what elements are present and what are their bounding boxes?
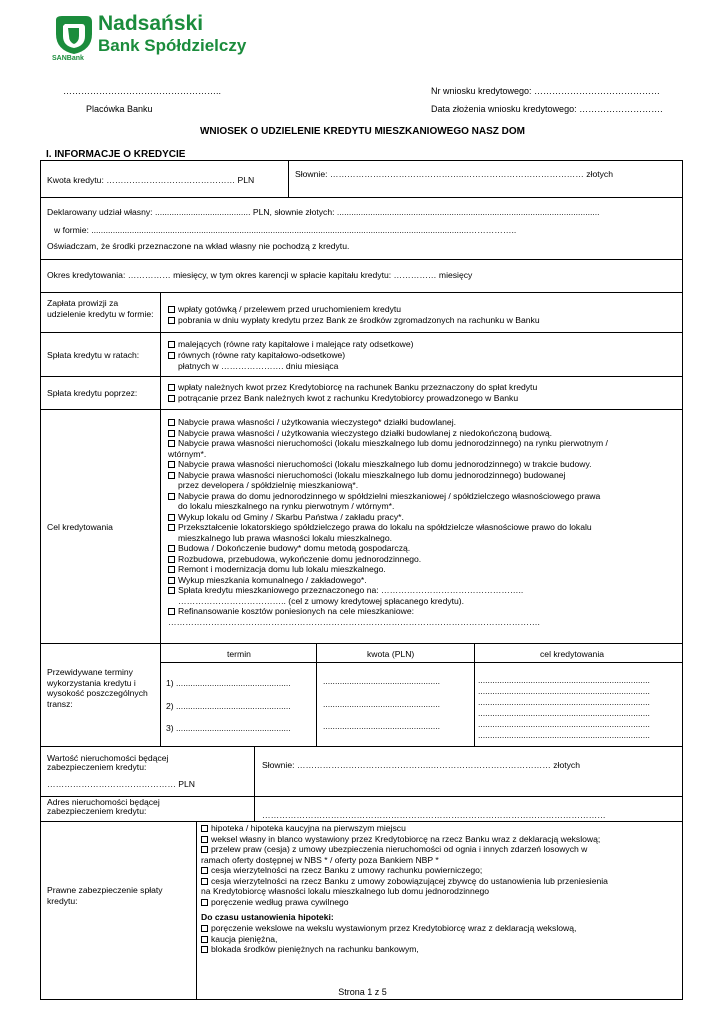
- purpose-item[interactable]: [168, 543, 410, 554]
- terms-amount-3[interactable]: .................................................: [323, 721, 440, 731]
- purpose-text: Budowa / Dokończenie budowy* domu metodą gospodarczą.: [178, 543, 411, 553]
- checkbox-icon[interactable]: [168, 587, 175, 594]
- security-until-heading: Do czasu ustanowienia hipoteki:: [201, 912, 334, 922]
- credit-period-field[interactable]: Okres kredytowania: …………… miesięcy, w tym okres karencji w spłacie kapitału kredytu: …………… miesięcy: [47, 270, 473, 280]
- purpose-text: Nabycie prawa własności nieruchomości (lokalu mieszkalnego lub domu jednorodzinnego) w trakcie budowy.: [178, 459, 592, 469]
- property-value-label: Wartość nieruchomości będącej zabezpieczeniem kredytu:: [47, 753, 169, 772]
- checkbox-icon[interactable]: [201, 946, 208, 953]
- installments-decreasing[interactable]: malejących (równe raty kapitałowe i malejące raty odsetkowe): [168, 339, 413, 350]
- credit-amount-words[interactable]: Słownie: ………………………………………..…………………………………… złotych: [295, 169, 613, 179]
- property-address-label: Adres nieruchomości będącej zabezpieczeniem kredytu:: [47, 797, 160, 816]
- purpose-text: ………………………………………………………………………………………………………………….: [168, 616, 540, 627]
- installments-label: Spłata kredytu w ratach:: [47, 350, 140, 360]
- own-contribution-field[interactable]: Deklarowany udział własny: ........................................ PLN, słownie złotych: ..............................................................................................................: [47, 207, 600, 217]
- security-text: na Kredytobiorcę własności lokalu mieszkalnego lub domu jednorodzinnego: [201, 886, 490, 896]
- fee-option-cash[interactable]: wpłaty gotówką / przelewem przed uruchomieniem kredytu: [168, 304, 401, 315]
- checkbox-icon[interactable]: [168, 341, 175, 348]
- purpose-item[interactable]: [168, 575, 367, 586]
- checkbox-icon[interactable]: [201, 846, 208, 853]
- checkbox-icon[interactable]: [168, 566, 175, 573]
- purpose-item: [168, 617, 540, 628]
- security2-item[interactable]: [201, 944, 419, 955]
- checkbox-icon[interactable]: [168, 472, 175, 479]
- property-value-words[interactable]: Słownie: ………………………………………..…………………………………… złotych: [262, 760, 580, 770]
- terms-amount-1[interactable]: .................................................: [323, 676, 440, 686]
- checkbox-icon[interactable]: [201, 867, 208, 874]
- purpose-item[interactable]: [168, 522, 592, 533]
- property-address-field[interactable]: …………………………………………………………………………………………………………: [262, 810, 606, 820]
- security-item[interactable]: [201, 876, 608, 887]
- purpose-item[interactable]: [168, 606, 414, 617]
- purpose-item[interactable]: [168, 554, 421, 565]
- purpose-item[interactable]: [168, 470, 565, 481]
- purpose-text: Wykup mieszkania komunalnego / zakładowego*.: [178, 574, 367, 585]
- security-text: cesja wierzytelności na rzecz Banku z umowy zobowiązującej zbywcę do ustanowienia lub przeniesienia: [211, 875, 608, 886]
- security-text: cesja wierzytelności na rzecz Banku z umowy rachunku powierniczego;: [211, 865, 483, 875]
- purpose-text: Nabycie prawa do domu jednorodzinnego w spółdzielni mieszkaniowej / spółdzielczego własnościowego prawa: [178, 490, 601, 501]
- repayment-option-payment[interactable]: wpłaty należnych kwot przez Kredytobiorcę na rachunek Banku przeznaczony do spłat kredytu: [168, 382, 537, 393]
- page-number: Strona 1 z 5: [338, 987, 387, 997]
- security-item[interactable]: [201, 897, 349, 908]
- purpose-item: [178, 501, 394, 512]
- checkbox-icon[interactable]: [168, 317, 175, 324]
- fee-label: Zapłata prowizji za udzielenie kredytu w formie:: [47, 298, 154, 319]
- purpose-text: Nabycie prawa własności nieruchomości (lokalu mieszkalnego lub domu jednorodzinnego) budowanej: [178, 469, 566, 480]
- checkbox-icon[interactable]: [168, 306, 175, 313]
- terms-amount-2[interactable]: .................................................: [323, 699, 440, 709]
- purpose-item[interactable]: [168, 459, 592, 470]
- checkbox-icon[interactable]: [201, 836, 208, 843]
- purpose-text: Nabycie prawa własności / użytkowania wieczystego* działki budowlanej.: [178, 417, 457, 427]
- checkbox-icon[interactable]: [168, 384, 175, 391]
- checkbox-icon[interactable]: [201, 936, 208, 943]
- terms-row-3[interactable]: 3) ................................................: [166, 723, 291, 733]
- own-contribution-form[interactable]: w formie: ..............................................................................................................................................................……………..: [54, 225, 517, 235]
- purpose-item[interactable]: [168, 512, 404, 523]
- security-item: [201, 855, 439, 866]
- checkbox-icon[interactable]: [168, 608, 175, 615]
- checkbox-icon[interactable]: [201, 899, 208, 906]
- section-title: I. INFORMACJE O KREDYCIE: [46, 149, 186, 160]
- repayment-label: Spłata kredytu poprzez:: [47, 388, 138, 398]
- terms-purpose-6[interactable]: ........................................................................: [478, 730, 650, 740]
- security-item[interactable]: [201, 865, 482, 876]
- purpose-text: wtórnym*.: [168, 448, 207, 459]
- checkbox-icon[interactable]: [168, 461, 175, 468]
- purpose-item[interactable]: [168, 564, 386, 575]
- security-text: przelew praw (cesja) z umowy ubezpieczenia nieruchomości od ognia i innych zdarzeń losowych w: [211, 844, 588, 854]
- purpose-item: [178, 596, 464, 607]
- logo-sub: SANBank: [52, 55, 84, 62]
- purpose-text: ……………………………….. (cel z umowy kredytowej spłacanego kredytu).: [178, 595, 465, 606]
- checkbox-icon[interactable]: [168, 352, 175, 359]
- checkbox-icon[interactable]: [201, 925, 208, 932]
- fee-option-deduct[interactable]: pobrania w dniu wypłaty kredytu przez Bank ze środków zgromadzonych na rachunku w Banku: [168, 315, 540, 326]
- repayment-option-debit[interactable]: potrącanie przez Bank należnych kwot z rachunku Kredytobiorcy prowadzonego w Banku: [168, 393, 518, 404]
- own-contribution-statement: Oświadczam, że środki przeznaczone na wkład własny nie pochodzą z kredytu.: [47, 241, 350, 251]
- logo-name-line1: Nadsański: [98, 12, 204, 35]
- purpose-label: Cel kredytowania: [47, 522, 113, 532]
- purpose-item: [178, 533, 392, 544]
- security-text: poręczenie według prawa cywilnego: [211, 896, 349, 907]
- checkbox-icon[interactable]: [168, 419, 175, 426]
- purpose-text: Przekształcenie lokatorskiego spółdzielczego prawa do lokalu na spółdzielcze własnościowe prawo do lokalu: [178, 522, 592, 532]
- purpose-text: Remont i modernizacja domu lub lokalu mieszkalnego.: [178, 564, 386, 574]
- checkbox-icon[interactable]: [201, 825, 208, 832]
- terms-header-amount: kwota (PLN): [367, 649, 415, 659]
- purpose-text: Refinansowanie kosztów poniesionych na cele mieszkaniowe:: [178, 606, 414, 616]
- security-item[interactable]: [201, 844, 587, 855]
- terms-header-purpose: cel kredytowania: [540, 649, 605, 659]
- security-label: Prawne zabezpieczenie spłaty kredytu:: [47, 885, 163, 906]
- purpose-text: do lokalu mieszkalnego na rynku pierwotnym / wtórnym*.: [178, 501, 395, 511]
- property-value-pln[interactable]: ……………………………………… PLN: [47, 779, 196, 789]
- terms-row-1[interactable]: 1) ................................................: [166, 678, 291, 688]
- terms-purpose-4[interactable]: ........................................................................: [478, 708, 650, 718]
- checkbox-icon[interactable]: [168, 524, 175, 531]
- purpose-text: przez developera / spółdzielnię mieszkaniową*.: [178, 480, 359, 490]
- branch-label: Placówka Banku: [86, 104, 153, 114]
- terms-purpose-3[interactable]: ........................................................................: [478, 697, 650, 707]
- checkbox-icon[interactable]: [168, 493, 175, 500]
- terms-header-date: termin: [227, 649, 251, 659]
- branch-dots: ……………………………………………..: [63, 86, 222, 96]
- terms-purpose-5[interactable]: ........................................................................: [478, 719, 650, 729]
- installments-day[interactable]: płatnych w …………………. dniu miesiąca: [178, 361, 339, 371]
- purpose-text: Spłata kredytu mieszkaniowego przeznaczonego na: …………………………………………..: [178, 585, 524, 595]
- purpose-item[interactable]: [168, 417, 456, 428]
- security2-text: blokada środków pieniężnych na rachunku bankowym,: [211, 944, 419, 954]
- purpose-text: mieszkalnego lub prawa własności lokalu mieszkalnego.: [178, 532, 392, 543]
- purpose-item[interactable]: [168, 491, 600, 502]
- security2-text: poręczenie wekslowe na wekslu wystawionym przez Kredytobiorcę wraz z deklaracją wekslową,: [211, 923, 577, 933]
- checkbox-icon[interactable]: [168, 430, 175, 437]
- checkbox-icon[interactable]: [168, 395, 175, 402]
- checkbox-icon[interactable]: [168, 440, 175, 447]
- purpose-item[interactable]: [168, 428, 552, 439]
- checkbox-icon[interactable]: [168, 514, 175, 521]
- security-text: ramach oferty dostępnej w NBS * / oferty poza Bankiem NBP *: [201, 854, 439, 865]
- checkbox-icon[interactable]: [168, 577, 175, 584]
- purpose-item[interactable]: [168, 585, 523, 596]
- logo-name-line2: Bank Spółdzielczy: [98, 36, 247, 55]
- security2-text: kaucja pieniężna,: [211, 933, 278, 944]
- security2-item[interactable]: [201, 934, 277, 945]
- application-date[interactable]: Data złożenia wniosku kredytowego: ……………………….: [431, 104, 663, 114]
- application-number[interactable]: Nr wniosku kredytowego: ……………………………………: [431, 86, 661, 96]
- credit-info-form: [40, 160, 683, 1000]
- credit-amount-field[interactable]: Kwota kredytu: ……………………………………… PLN: [47, 175, 255, 185]
- terms-purpose-1[interactable]: ........................................................................: [478, 675, 650, 685]
- terms-purpose-2[interactable]: ........................................................................: [478, 686, 650, 696]
- bank-logo-icon: [52, 14, 94, 56]
- installments-equal[interactable]: równych (równe raty kapitałowo-odsetkowe): [168, 350, 345, 361]
- checkbox-icon[interactable]: [201, 878, 208, 885]
- security-item: [201, 886, 489, 897]
- purpose-text: Rozbudowa, przebudowa, wykończenie domu jednorodzinnego.: [178, 553, 422, 564]
- purpose-item: [168, 449, 206, 460]
- purpose-text: Nabycie prawa własności / użytkowania wieczystego działki budowlanej z niedokończoną budową.: [178, 427, 553, 438]
- security-text: weksel własny in blanco wystawiony przez Kredytobiorcę na rzecz Banku wraz z deklaracją wekslową;: [211, 833, 601, 844]
- purpose-text: Wykup lokalu od Gminy / Skarbu Państwa / zakładu pracy*.: [178, 511, 404, 522]
- checkbox-icon[interactable]: [168, 556, 175, 563]
- purpose-text: Nabycie prawa własności nieruchomości (lokalu mieszkalnego lub domu jednorodzinnego) na rynku pierwotnym /: [178, 438, 608, 448]
- bank-logo: [52, 14, 252, 66]
- terms-row-2[interactable]: 2) ................................................: [166, 701, 291, 711]
- checkbox-icon[interactable]: [168, 545, 175, 552]
- security-text: hipoteka / hipoteka kaucyjna na pierwszym miejscu: [211, 823, 406, 833]
- security2-item[interactable]: [201, 923, 576, 934]
- purpose-item: [178, 480, 358, 491]
- purpose-item[interactable]: [168, 438, 608, 449]
- security-item[interactable]: [201, 823, 406, 834]
- page-title: WNIOSEK O UDZIELENIE KREDYTU MIESZKANIOWEGO NASZ DOM: [199, 126, 525, 137]
- security-item[interactable]: [201, 834, 600, 845]
- terms-label: Przewidywane terminy wykorzystania kredytu i wysokość poszczególnych transz:: [47, 667, 148, 709]
